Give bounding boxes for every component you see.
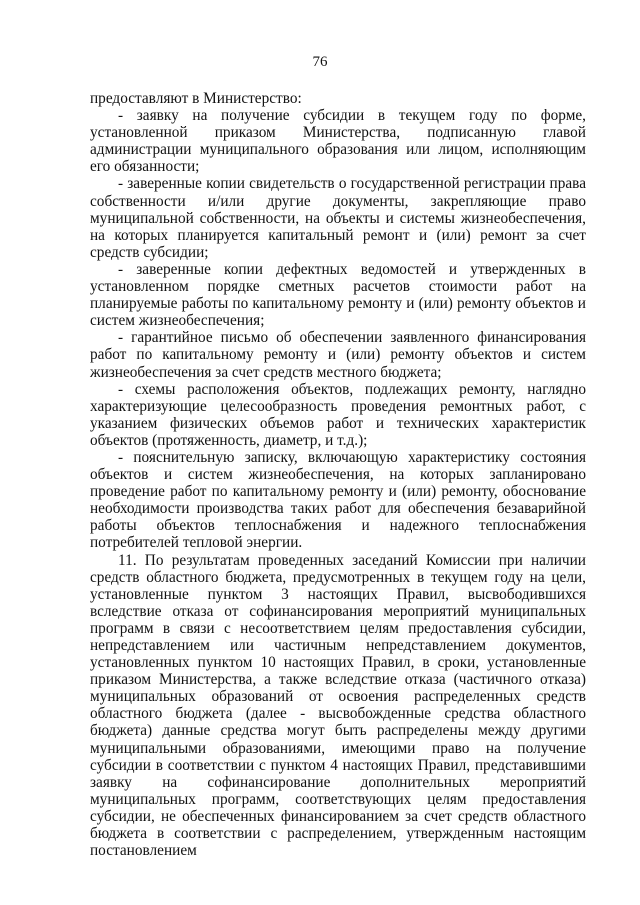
- paragraph-guarantee-letter: - гарантийное письмо об обеспечении заявленного финансирования работ по капитальному ремонту и (или) ремонту объектов и систем жизнеобеспечения за счет средств местного бюджета;: [90, 329, 586, 381]
- paragraph-section-11: 11. По результатам проведенных заседаний Комиссии при наличии средств областного бюджета, предусмотренных в текущем году на цели, установленные пунктом 3 настоящих Правил, высвободившихся вследствие отказа от софинансирования мероприятий муниципальных программ в связи с несоответствием целям предоставления субсидии, непредставлением или частичным непредставлением документов, установленных пунктом 10 настоящих Правил, в сроки, установленные приказом Министерства, а также вследствие отказа (частичного отказа) муниципальных образований от освоения распределенных средств областного бюджета (далее - высвобожденные средства областного бюджета) данные средства могут быть распределены между другими муниципальными образованиями, имеющими право на получение субсидии в соответствии с пунктом 4 настоящих Правил, представившими заявку на софинансирование дополнительных мероприятий муниципальных программ, соответствующих целям предоставления субсидии, не обеспеченных финансированием за счет средств областного бюджета в соответствии с распределением, утвержденным настоящим постановлением: [90, 551, 586, 860]
- page-number: 76: [312, 54, 328, 70]
- document-body: [90, 90, 586, 859]
- paragraph-intro: предоставляют в Министерство:: [90, 90, 302, 107]
- paragraph-ownership-certificates: - заверенные копии свидетельств о государственной регистрации права собственности и/или другие документы, закрепляющие право муниципальной собственности, на объекты и системы жизнеобеспечения, на которых планируется капитальный ремонт и (или) ремонт за счет средств субсидии;: [90, 175, 586, 261]
- paragraph-explanatory-note: - пояснительную записку, включающую характеристику состояния объектов и систем жизнеобеспечения, на которых запланировано проведение работ по капитальному ремонту и (или) ремонту, обоснование необходимости производства таких работ для обеспечения безаварийной работы объектов теплоснабжения и надежного теплоснабжения потребителей тепловой энергии.: [90, 448, 586, 552]
- paragraph-location-schemes: - схемы расположения объектов, подлежащих ремонту, наглядно характеризующие целесообразность проведения ремонтных работ, с указанием физических объемов работ и технических характеристик объектов (протяженность, диаметр, и т.д.);: [90, 380, 586, 449]
- paragraph-application: - заявку на получение субсидии в текущем году по форме, установленной приказом Министерства, подписанную главой администрации муниципального образования или лицом, исполняющим его обязанности;: [90, 107, 586, 176]
- paragraph-defect-statements: - заверенные копии дефектных ведомостей и утвержденных в установленном порядке сметных расчетов стоимости работ на планируемые работы по капитальному ремонту и (или) ремонту объектов и систем жизнеобеспечения;: [90, 260, 586, 330]
